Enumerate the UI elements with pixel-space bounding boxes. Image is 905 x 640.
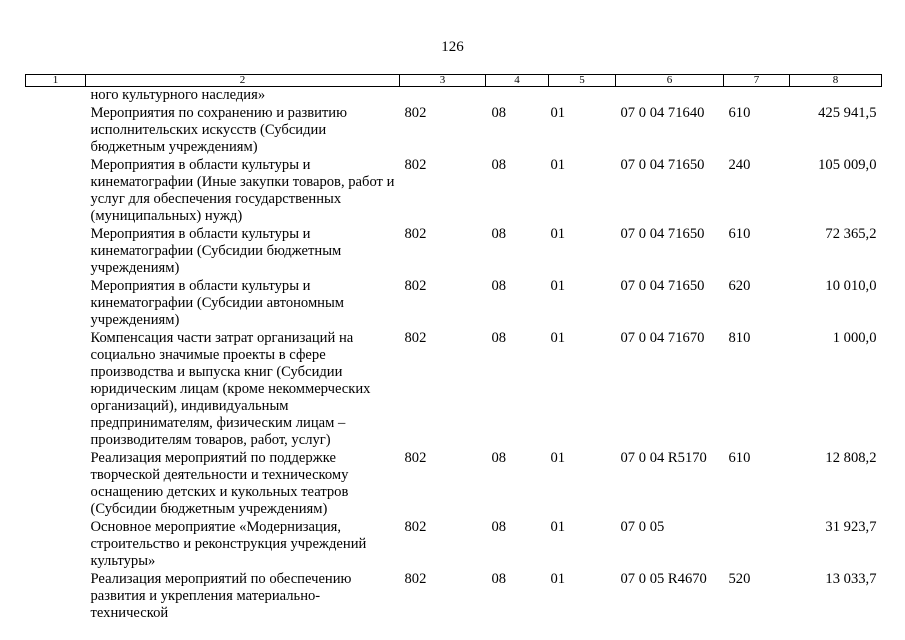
grbs-cell: 802	[404, 571, 427, 587]
table-row	[26, 450, 882, 519]
amount-cell: 10 010,0	[825, 278, 877, 294]
amount-cell: 31 923,7	[825, 519, 877, 535]
subsection-cell: 01	[550, 226, 566, 242]
expense-type-cell: 620	[728, 278, 751, 294]
expense-type-cell: 240	[728, 157, 751, 173]
subsection-cell: 01	[550, 157, 566, 173]
expense-type-cell: 520	[728, 571, 751, 587]
column-number: 6	[616, 75, 724, 87]
target-article-cell: 07 0 05 R4670	[620, 571, 707, 587]
subsection-cell: 01	[550, 105, 566, 121]
row-number-cell	[26, 450, 86, 519]
row-number-cell	[26, 519, 86, 571]
expense-type-cell	[724, 519, 790, 571]
section-cell: 08	[491, 330, 507, 346]
row-number-cell	[26, 330, 86, 450]
table-row	[26, 226, 882, 278]
description-cell: Мероприятия в области культуры и кинематографии (Субсидии автономным учреждениям)	[90, 278, 345, 328]
target-article-cell: 07 0 04 71650	[620, 157, 705, 173]
expense-type-cell: 610	[728, 450, 751, 466]
subsection-cell: 01	[550, 450, 566, 466]
amount-cell: 425 941,5	[818, 105, 877, 121]
target-article-cell: 07 0 04 R5170	[620, 450, 707, 466]
expense-type-cell: 610	[728, 226, 751, 242]
subsection-cell: 01	[550, 278, 566, 294]
table-body	[26, 87, 882, 624]
column-number: 1	[26, 75, 86, 87]
section-cell	[486, 87, 549, 106]
description-cell: ного культурного наследия»	[90, 87, 266, 103]
row-number-cell	[26, 226, 86, 278]
table-row	[26, 157, 882, 226]
page-number: 126	[441, 39, 464, 55]
target-article-cell: 07 0 05	[620, 519, 665, 535]
column-number: 4	[486, 75, 549, 87]
description-cell: Компенсация части затрат организаций на социально значимые проекты в сфере производства и выпуска книг (Субсидии юридическим лицам (кроме некоммерческих организаций), индивидуальным предпринимателям, физическим лицам – производителям товаров, работ, услуг)	[90, 330, 371, 448]
grbs-cell: 802	[404, 450, 427, 466]
amount-cell: 105 009,0	[818, 157, 877, 173]
row-number-cell	[26, 157, 86, 226]
amount-cell: 1 000,0	[832, 330, 877, 346]
budget-table	[25, 74, 882, 623]
section-cell: 08	[491, 571, 507, 587]
target-article-cell	[616, 87, 724, 106]
amount-cell: 72 365,2	[825, 226, 877, 242]
column-number-row	[26, 75, 882, 87]
expense-type-cell: 810	[728, 330, 751, 346]
grbs-cell: 802	[404, 330, 427, 346]
grbs-cell: 802	[404, 519, 427, 535]
subsection-cell: 01	[550, 519, 566, 535]
table-row	[26, 278, 882, 330]
table-row	[26, 519, 882, 571]
description-cell: Реализация мероприятий по обеспечению развития и укрепления материально-технической	[90, 571, 352, 621]
row-number-cell	[26, 571, 86, 623]
subsection-cell	[549, 87, 616, 106]
expense-type-cell: 610	[728, 105, 751, 121]
target-article-cell: 07 0 04 71650	[620, 226, 705, 242]
table-row	[26, 87, 882, 106]
column-number: 8	[790, 75, 882, 87]
subsection-cell: 01	[550, 330, 566, 346]
expense-type-cell	[724, 87, 790, 106]
section-cell: 08	[491, 278, 507, 294]
section-cell: 08	[491, 450, 507, 466]
column-number: 3	[400, 75, 486, 87]
column-number: 7	[724, 75, 790, 87]
description-cell: Реализация мероприятий по поддержке творческой деятельности и техническому оснащению детских и кукольных театров (Субсидии бюджетным учреждениям)	[90, 450, 349, 517]
amount-cell: 12 808,2	[825, 450, 877, 466]
target-article-cell: 07 0 04 71650	[620, 278, 705, 294]
target-article-cell: 07 0 04 71670	[620, 330, 705, 346]
row-number-cell	[26, 87, 86, 106]
section-cell: 08	[491, 105, 507, 121]
grbs-cell: 802	[404, 105, 427, 121]
column-number: 5	[549, 75, 616, 87]
grbs-cell	[400, 87, 486, 106]
table-row	[26, 571, 882, 623]
row-number-cell	[26, 278, 86, 330]
description-cell: Основное мероприятие «Модернизация, строительство и реконструкция учреждений культуры»	[90, 519, 367, 569]
description-cell: Мероприятия в области культуры и кинематографии (Иные закупки товаров, работ и услуг для обеспечения государственных (муниципальных) нужд)	[90, 157, 395, 224]
description-cell: Мероприятия в области культуры и кинематографии (Субсидии бюджетным учреждениям)	[90, 226, 342, 276]
section-cell: 08	[491, 519, 507, 535]
table-header	[26, 75, 882, 87]
column-number: 2	[86, 75, 400, 87]
grbs-cell: 802	[404, 157, 427, 173]
target-article-cell: 07 0 04 71640	[620, 105, 705, 121]
table-row	[26, 330, 882, 450]
section-cell: 08	[491, 226, 507, 242]
amount-cell	[790, 87, 882, 106]
table-row	[26, 105, 882, 157]
grbs-cell: 802	[404, 226, 427, 242]
row-number-cell	[26, 105, 86, 157]
subsection-cell: 01	[550, 571, 566, 587]
amount-cell: 13 033,7	[825, 571, 877, 587]
section-cell: 08	[491, 157, 507, 173]
description-cell: Мероприятия по сохранению и развитию исполнительских искусств (Субсидии бюджетным учреждениям)	[90, 105, 348, 155]
grbs-cell: 802	[404, 278, 427, 294]
